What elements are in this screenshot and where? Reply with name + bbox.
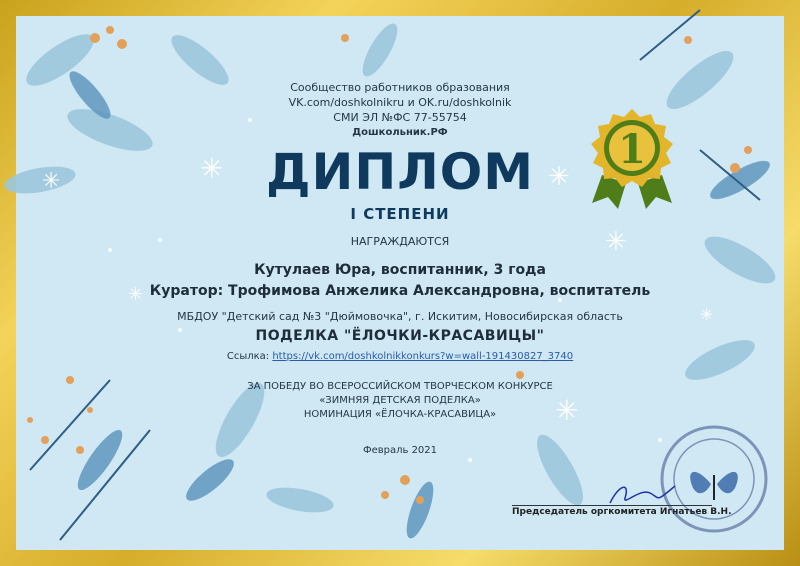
link-label: Ссылка:	[226, 351, 273, 362]
org-line-2: VK.com/doshkolnikru и OK.ru/doshkolnik	[288, 96, 512, 109]
org-line-1: Сообщество работников образования	[290, 81, 510, 94]
work-link-line	[0, 350, 800, 364]
contest-line-1: ЗА ПОБЕДУ ВО ВСЕРОССИЙСКОМ ТВОРЧЕСКОМ КОНКУРСЕ	[247, 381, 553, 392]
institution: МБДОУ "Детский сад №3 "Дюймовочка", г. Искитим, Новосибирская область	[177, 310, 623, 323]
recipient-name: Кутулаев Юра, воспитанник, 3 года	[254, 262, 546, 278]
issue-date: Февраль 2021	[362, 445, 438, 456]
contest-line-3: НОМИНАЦИЯ «ЁЛОЧКА-КРАСАВИЦА»	[303, 409, 497, 420]
medal-number: 1	[618, 126, 646, 173]
svg-text:✳: ✳	[42, 169, 61, 194]
diploma-title: ДИПЛОМ	[265, 143, 534, 201]
svg-text:✳: ✳	[200, 152, 224, 185]
diploma-degree: I СТЕПЕНИ	[350, 205, 450, 223]
signature-line: Председатель оргкомитета Игнатьев В.Н.	[512, 507, 732, 517]
signature-scribble	[605, 478, 685, 508]
work-title: ПОДЕЛКА "ЁЛОЧКИ-КРАСАВИЦЫ"	[255, 328, 545, 344]
work-link[interactable]: https://vk.com/doshkolnikkonkurs?w=wall-191430827_3740	[272, 351, 574, 362]
svg-text:✳: ✳	[548, 162, 570, 192]
svg-text:✳: ✳	[700, 305, 714, 324]
curator-name: Куратор: Трофимова Анжелика Александровна, воспитатель	[149, 283, 651, 299]
svg-text:✳: ✳	[605, 227, 627, 257]
org-line-3: СМИ ЭЛ №ФС 77-55754	[333, 111, 467, 124]
svg-text:✳: ✳	[555, 394, 579, 427]
awarded-label: НАГРАЖДАЮТСЯ	[350, 235, 450, 248]
contest-line-2: «ЗИМНЯЯ ДЕТСКАЯ ПОДЕЛКА»	[319, 395, 481, 406]
svg-text:✳: ✳	[128, 284, 144, 305]
org-site: Дошкольник.РФ	[352, 127, 448, 138]
